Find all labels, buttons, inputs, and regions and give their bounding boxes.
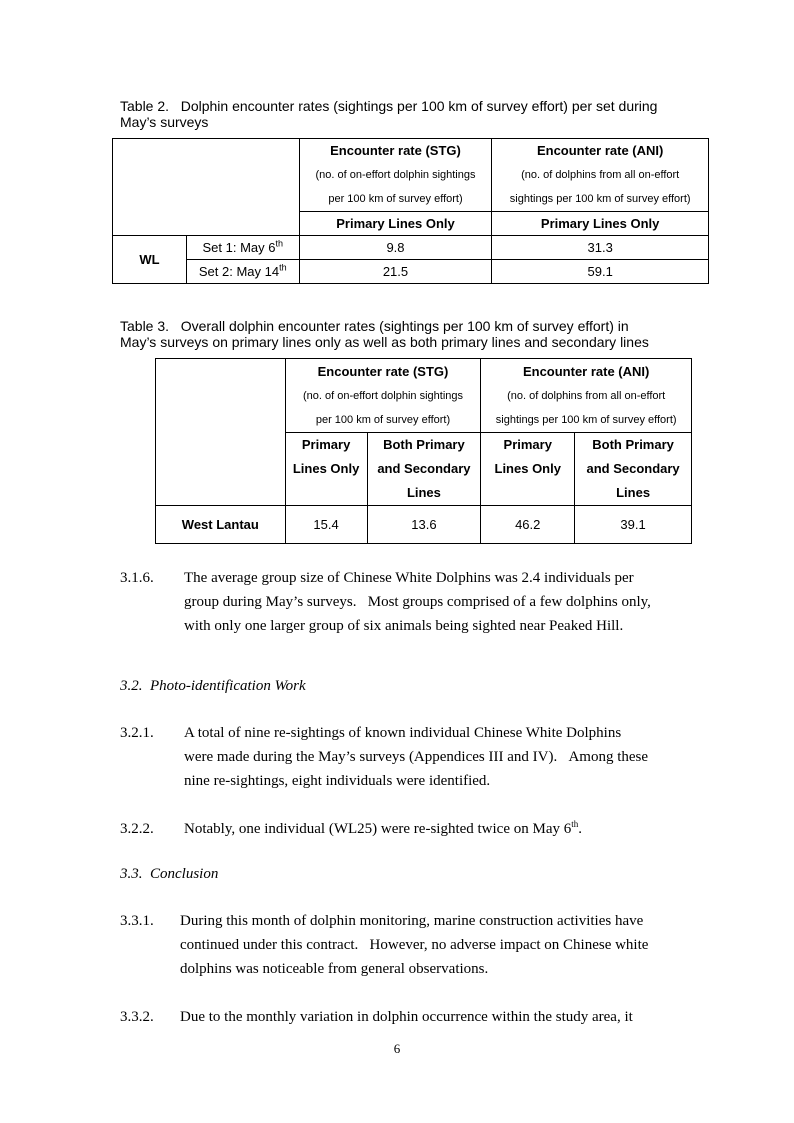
paragraph-3-2-1 — [120, 721, 720, 793]
text-line: group during May’s surveys. Most groups comprised of a few dolphins only, — [184, 594, 651, 610]
set-label-text: Set 1: May 6 — [202, 240, 276, 255]
text-line: A total of nine re-sightings of known individual Chinese White Dolphins — [184, 725, 622, 741]
text-line: dolphins was noticeable from general observations. — [180, 961, 489, 977]
table3 — [155, 358, 692, 544]
table3-stg-primary-value: 15.4 — [285, 506, 367, 544]
label-line: Lines Only — [494, 461, 561, 476]
set-label-sup: th — [275, 238, 283, 249]
label-line: Lines Only — [292, 461, 360, 476]
table3-ani-primary-label — [481, 433, 575, 506]
table2-ani-value: 59.1 — [492, 260, 709, 284]
table3-stg-sub2: per 100 km of survey effort) — [315, 413, 451, 426]
section-heading-3-2: 3.2. Photo-identification Work — [120, 678, 306, 694]
table2-stg-value: 9.8 — [299, 236, 492, 260]
table2-stg-title: Encounter rate (STG) — [330, 143, 461, 158]
table2-ani-title: Encounter rate (ANI) — [536, 143, 664, 158]
label-line: Both Primary — [592, 437, 674, 452]
text-line: were made during the May’s surveys (Appendices III and IV). Among these — [184, 749, 649, 765]
paragraph-3-3-1 — [120, 909, 720, 981]
table2-ani-header — [492, 139, 709, 212]
paragraph-text — [184, 817, 582, 841]
table3-ani-header — [481, 359, 692, 433]
table3-stg-both-value: 13.6 — [367, 506, 481, 544]
table-row — [113, 236, 709, 260]
text-line: Due to the monthly variation in dolphin occurrence within the study area, it — [180, 1009, 633, 1025]
table-row — [156, 506, 692, 544]
table2-caption — [120, 98, 657, 130]
paragraph-3-1-6 — [120, 566, 720, 638]
table3-stg-primary-label — [285, 433, 367, 506]
paragraph-number: 3.2.1. — [120, 725, 154, 741]
label-line: and Secondary — [586, 461, 680, 476]
label-line: Lines — [406, 485, 441, 500]
table2-ani-primary-label: Primary Lines Only — [492, 212, 709, 236]
label-line: Lines — [616, 485, 651, 500]
table3-area: West Lantau — [156, 506, 286, 544]
table3-caption-line1: Table 3. Overall dolphin encounter rates (sightings per 100 km of survey effort) in — [120, 318, 629, 334]
table2-caption-line1: Table 2. Dolphin encounter rates (sightings per 100 km of survey effort) per set during — [120, 98, 658, 114]
section-heading-3-3: 3.3. Conclusion — [120, 866, 219, 882]
paragraph-text — [184, 566, 651, 638]
table3-ani-both-label — [575, 433, 692, 506]
text-line: nine re-sightings, eight individuals were identified. — [184, 773, 491, 789]
paragraph-number: 3.1.6. — [120, 570, 154, 586]
table3-stg-header — [285, 359, 481, 433]
table2-empty-header — [113, 139, 300, 236]
label-line: and Secondary — [377, 461, 471, 476]
table3-stg-sub1: (no. of on-effort dolphin sightings — [302, 389, 463, 402]
label-line: Primary — [301, 437, 351, 452]
paragraph-text — [180, 909, 648, 981]
paragraph-text — [180, 1005, 633, 1029]
table2-set-label — [186, 236, 299, 260]
table3-ani-primary-value: 46.2 — [481, 506, 575, 544]
table2-area: WL — [113, 236, 187, 284]
table2 — [112, 138, 709, 284]
table2-stg-sub1: (no. of on-effort dolphin sightings — [315, 169, 476, 181]
table2-ani-sub2: sightings per 100 km of survey effort) — [509, 193, 691, 205]
text-line: with only one larger group of six animals being sighted near Peaked Hill. — [184, 618, 624, 634]
table2-caption-line2: May’s surveys — [120, 114, 209, 130]
text-line: continued under this contract. However, no adverse impact on Chinese white — [180, 937, 649, 953]
table3-ani-sub1: (no. of dolphins from all on-effort — [507, 389, 666, 402]
table3-caption — [120, 318, 649, 350]
text-line: The average group size of Chinese White Dolphins was 2.4 individuals per — [184, 570, 634, 586]
table2-set-label — [186, 260, 299, 284]
superscript: th — [571, 819, 579, 829]
label-line: Primary — [503, 437, 552, 452]
table2-ani-value: 31.3 — [492, 236, 709, 260]
set-label-sup: th — [279, 262, 287, 273]
table-row — [113, 260, 709, 284]
table3-ani-title: Encounter rate (ANI) — [522, 363, 650, 379]
paragraph-number: 3.3.1. — [120, 913, 154, 929]
page-number: 6 — [393, 1041, 401, 1056]
table2-stg-primary-label: Primary Lines Only — [299, 212, 492, 236]
table3-stg-title: Encounter rate (STG) — [317, 363, 449, 379]
text-line: Notably, one individual (WL25) were re-sighted twice on May 6 — [184, 821, 572, 837]
text-line: During this month of dolphin monitoring, marine construction activities have — [180, 913, 644, 929]
table3-empty-header — [156, 359, 286, 506]
table2-stg-value: 21.5 — [299, 260, 492, 284]
text-end: . — [578, 821, 583, 837]
table2-stg-sub2: per 100 km of survey effort) — [328, 193, 463, 205]
table3-caption-line2: May’s surveys on primary lines only as well as both primary lines and secondary lines — [120, 334, 649, 350]
paragraph-number: 3.3.2. — [120, 1009, 154, 1025]
paragraph-3-2-2 — [120, 817, 720, 841]
paragraph-3-3-2 — [120, 1005, 720, 1029]
table2-ani-sub1: (no. of dolphins from all on-effort — [521, 169, 680, 181]
paragraph-number: 3.2.2. — [120, 821, 154, 837]
set-label-text: Set 2: May 14 — [198, 264, 280, 279]
table3-stg-both-label — [367, 433, 481, 506]
table2-stg-header — [299, 139, 492, 212]
table3-ani-both-value: 39.1 — [575, 506, 692, 544]
paragraph-text — [184, 721, 648, 793]
label-line: Both Primary — [383, 437, 465, 452]
table3-ani-sub2: sightings per 100 km of survey effort) — [495, 413, 677, 426]
